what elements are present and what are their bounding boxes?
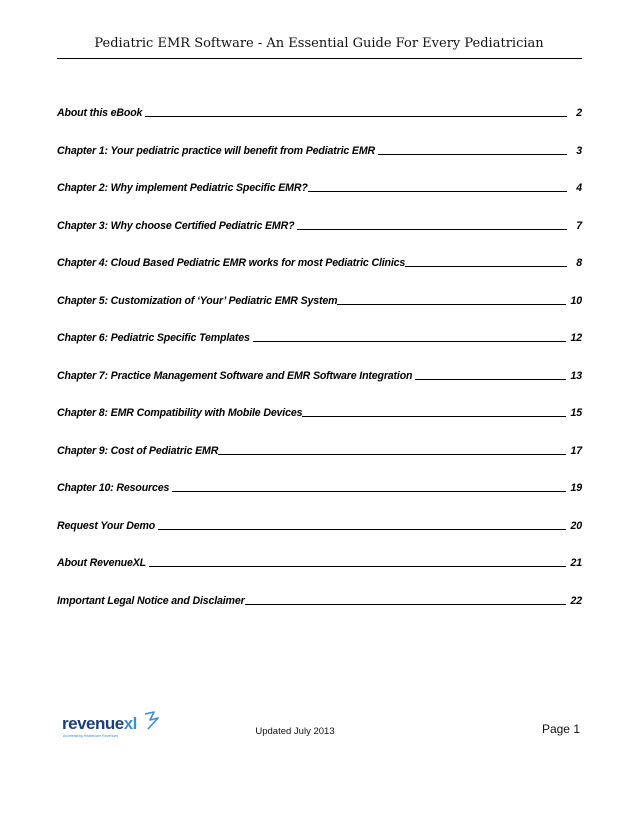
updated-date: Updated July 2013 bbox=[255, 726, 335, 737]
toc-entry-title: Request Your Demo bbox=[57, 519, 156, 532]
running-header: Pediatric EMR Software - An Essential Guide For Every Pediatrician bbox=[94, 36, 544, 51]
toc-leader bbox=[245, 604, 566, 605]
toc-leader bbox=[415, 379, 565, 380]
toc-entry[interactable] bbox=[57, 328, 582, 344]
toc-entry[interactable] bbox=[57, 553, 582, 569]
toc-entry-page: 21 bbox=[570, 557, 582, 569]
toc-entry[interactable] bbox=[57, 103, 582, 119]
toc-leader bbox=[302, 416, 565, 417]
logo-tagline: Accelerating Healthcare Revenues bbox=[63, 734, 119, 738]
logo-wordmark: revenuexl bbox=[62, 714, 137, 733]
toc-entry[interactable] bbox=[57, 403, 582, 419]
toc-entry[interactable] bbox=[57, 366, 582, 382]
toc-leader bbox=[158, 529, 565, 530]
toc-entry-page: 22 bbox=[570, 594, 582, 607]
toc-entry-title: About this eBook bbox=[57, 107, 143, 119]
toc-entry[interactable] bbox=[57, 591, 582, 607]
toc-entry-page: 20 bbox=[570, 519, 582, 532]
toc-entry-page: 2 bbox=[576, 107, 582, 119]
toc-leader bbox=[308, 191, 567, 192]
toc-leader bbox=[149, 566, 566, 567]
toc-entry-title: Chapter 7: Practice Management Software and EMR Software Integration bbox=[57, 369, 413, 382]
toc-entry-title: About RevenueXL bbox=[57, 557, 146, 569]
toc-leader bbox=[297, 229, 567, 230]
toc-leader bbox=[378, 154, 567, 155]
toc-entry-page: 19 bbox=[570, 482, 582, 494]
toc-entry-title: Chapter 6: Pediatric Specific Templates bbox=[57, 332, 250, 344]
toc-leader bbox=[253, 341, 566, 342]
toc-leader bbox=[145, 116, 567, 117]
toc-entry-title: Chapter 1: Your pediatric practice will benefit from Pediatric EMR bbox=[57, 144, 375, 157]
toc-entry-title: Chapter 4: Cloud Based Pediatric EMR works for most Pediatric Clinics bbox=[57, 257, 406, 269]
toc-entry-page: 7 bbox=[576, 219, 582, 232]
page-number: Page 1 bbox=[541, 722, 580, 736]
toc-entry[interactable] bbox=[57, 141, 582, 157]
toc-entry-page: 17 bbox=[570, 444, 582, 457]
toc-entry-title: Chapter 9: Cost of Pediatric EMR bbox=[57, 444, 219, 457]
toc-entry-title: Chapter 10: Resources bbox=[57, 482, 170, 494]
toc-entry-title: Chapter 8: EMR Compatibility with Mobile Devices bbox=[57, 407, 303, 419]
toc-entry-page: 13 bbox=[570, 369, 582, 382]
toc-entry-page: 4 bbox=[576, 182, 582, 194]
toc-entry-page: 12 bbox=[570, 332, 582, 344]
toc-entry[interactable] bbox=[57, 178, 582, 194]
toc-entry-page: 15 bbox=[570, 407, 582, 419]
toc-entry[interactable] bbox=[57, 478, 582, 494]
toc-entry-title: Important Legal Notice and Disclaimer bbox=[57, 594, 245, 607]
toc-entry-page: 3 bbox=[576, 144, 582, 157]
toc-entry-page: 8 bbox=[576, 257, 582, 269]
toc-entry[interactable] bbox=[57, 441, 582, 457]
toc-entry-title: Chapter 2: Why implement Pediatric Specific EMR? bbox=[57, 182, 308, 194]
toc-leader bbox=[218, 454, 565, 455]
toc-entry[interactable] bbox=[57, 253, 582, 269]
toc-entry[interactable] bbox=[57, 291, 582, 307]
toc-entry[interactable] bbox=[57, 216, 582, 232]
toc-entry-title: Chapter 3: Why choose Certified Pediatric EMR? bbox=[57, 219, 295, 232]
toc-entry-page: 10 bbox=[570, 294, 582, 307]
toc-entry-title: Chapter 5: Customization of ‘Your’ Pediatric EMR System bbox=[57, 294, 338, 307]
header-rule bbox=[57, 58, 582, 59]
toc-entry[interactable] bbox=[57, 516, 582, 532]
toc-leader bbox=[337, 304, 565, 305]
toc-leader bbox=[405, 266, 567, 267]
toc-leader bbox=[172, 491, 565, 492]
